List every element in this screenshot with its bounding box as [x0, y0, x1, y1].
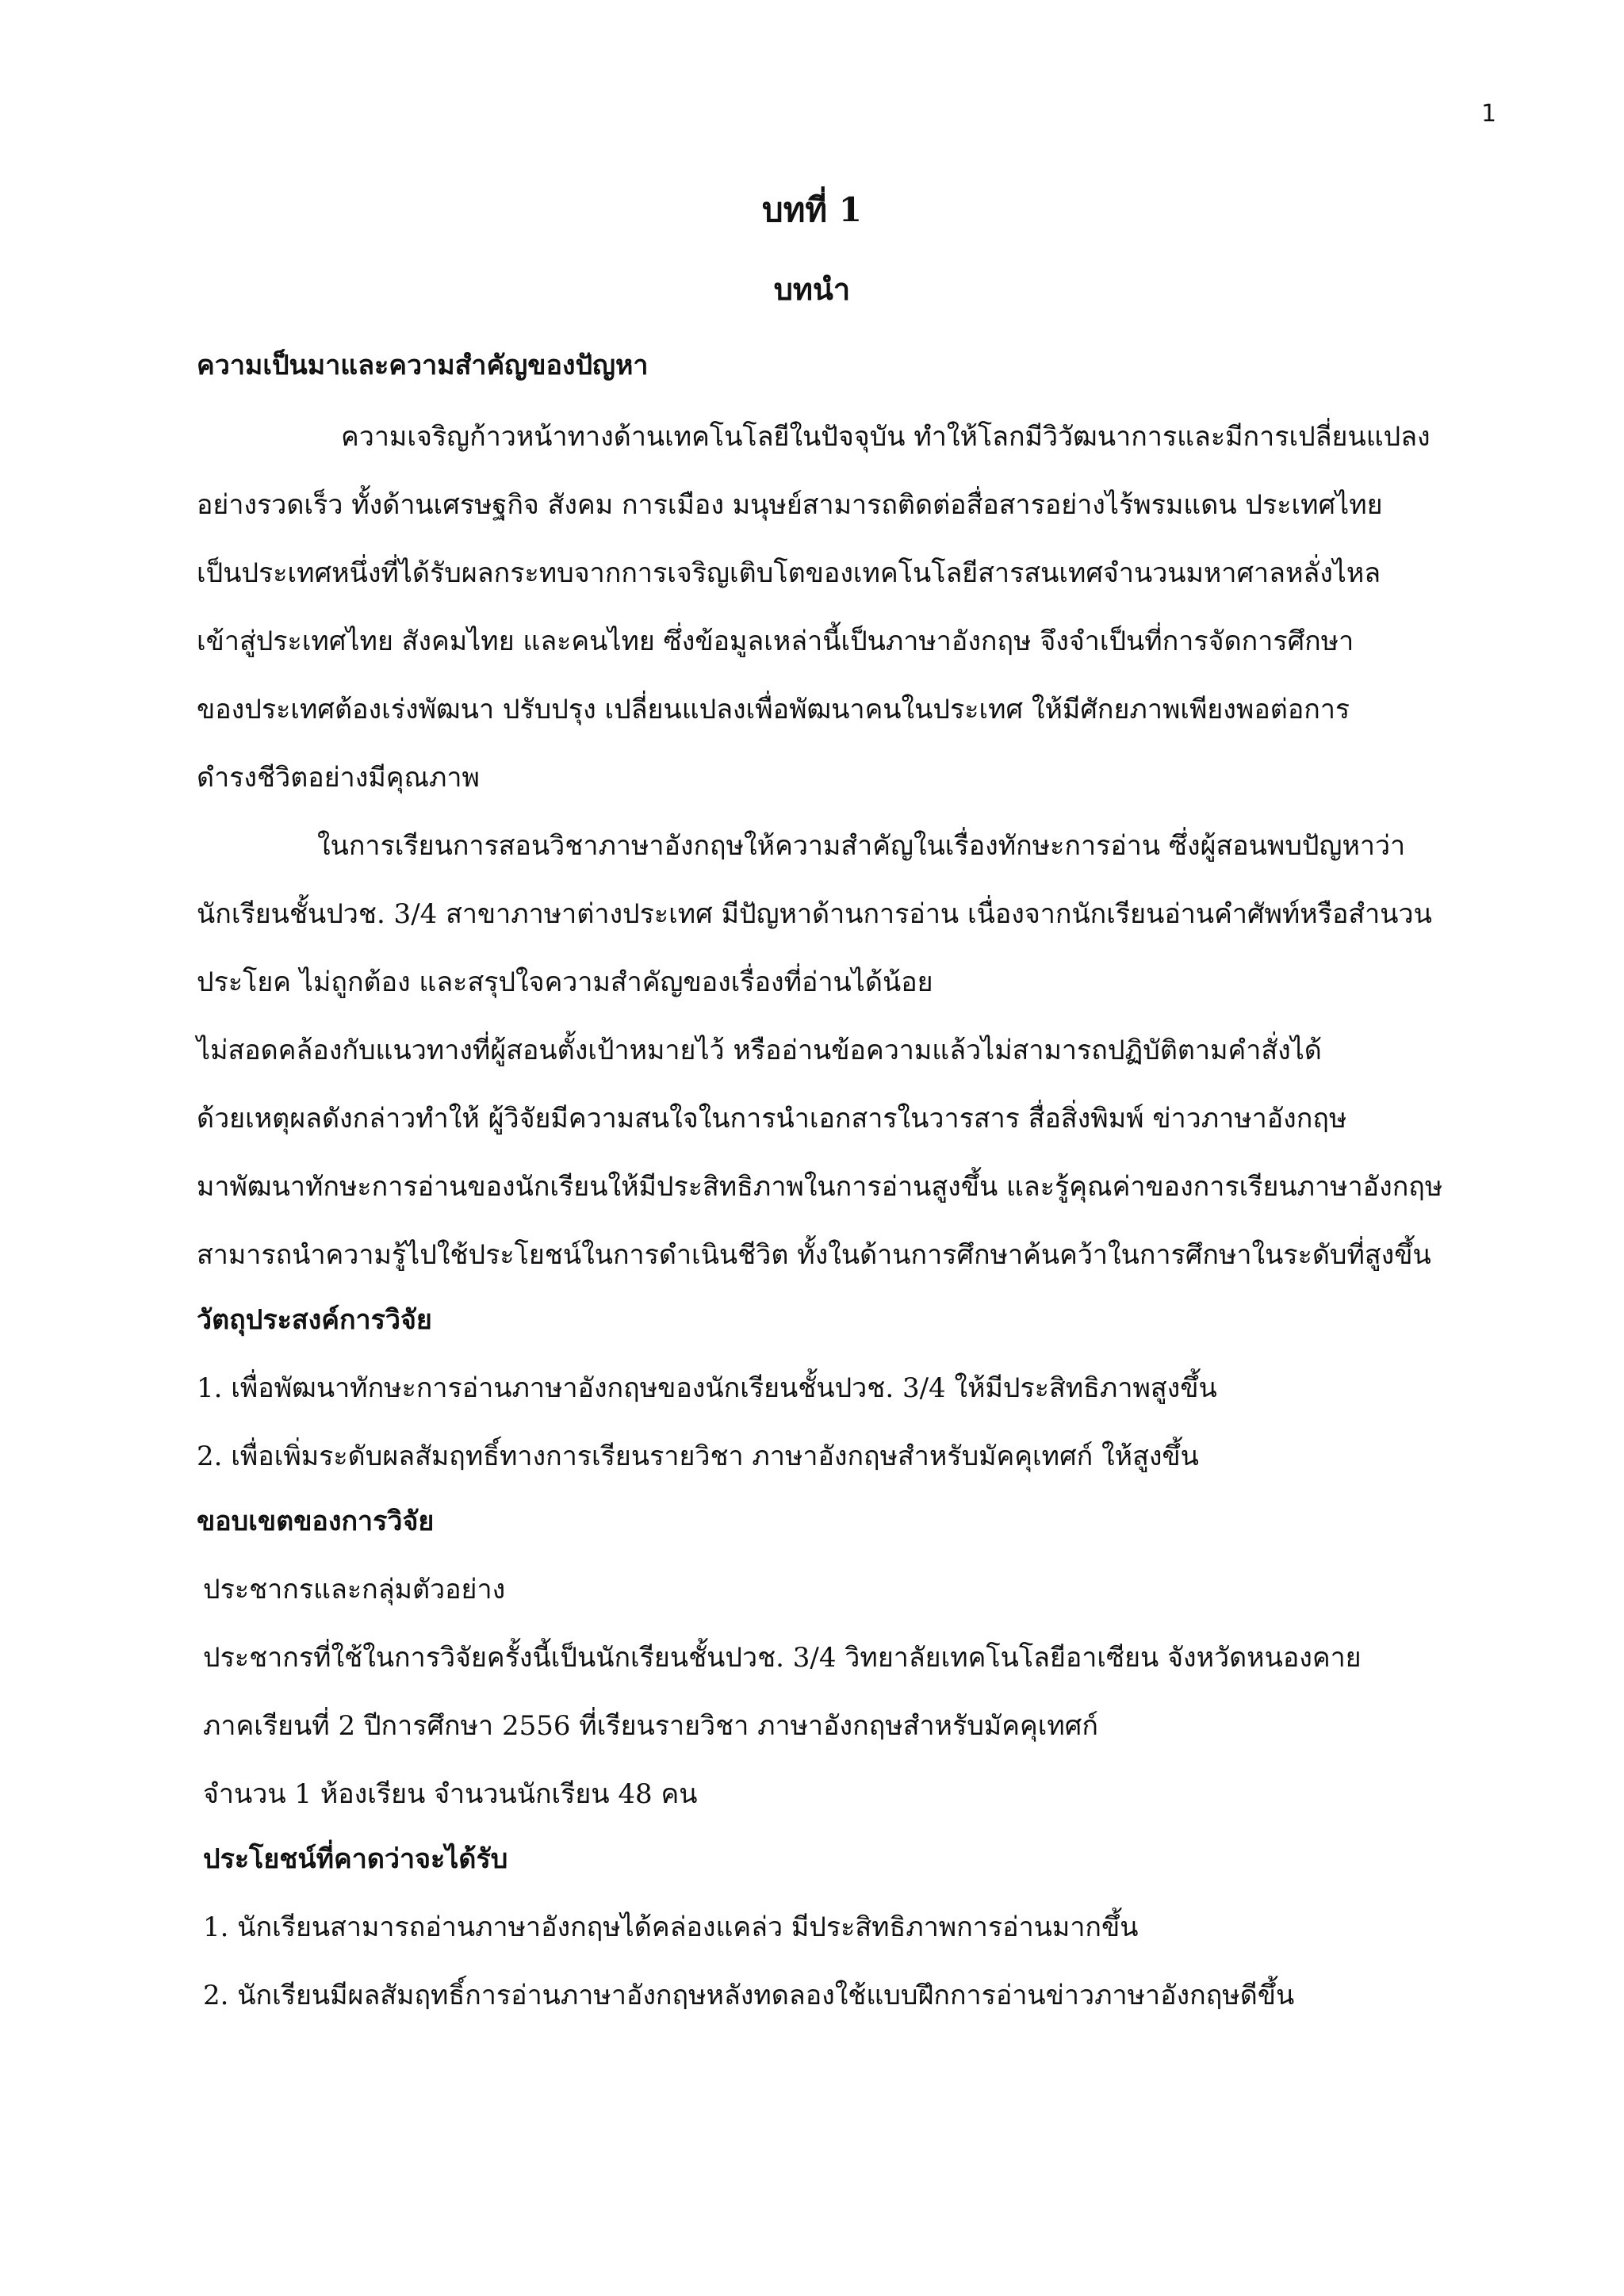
objective-item: 1. เพื่อพัฒนาทักษะการอ่านภาษาอังกฤษของนักเรียนชั้นปวช. 3/4 ให้มีประสิทธิภาพสูงขึ้น [197, 1372, 1217, 1404]
section-heading-benefits: ประโยชน์ที่คาดว่าจะได้รับ [203, 1843, 508, 1875]
paragraph-line: เป็นประเทศหนึ่งที่ได้รับผลกระทบจากการเจริญเติบโตของเทคโนโลยีสารสนเทศจำนวนมหาศาลหลั่งไหล [197, 557, 1381, 589]
page-number: 1 [1481, 100, 1497, 128]
benefit-item: 1. นักเรียนสามารถอ่านภาษาอังกฤษได้คล่องแคล่ว มีประสิทธิภาพการอ่านมากขึ้น [203, 1911, 1139, 1943]
section-heading-background: ความเป็นมาและความสำคัญของปัญหา [197, 350, 649, 381]
scope-line: จำนวน 1 ห้องเรียน จำนวนนักเรียน 48 คน [203, 1778, 698, 1810]
section-heading-objectives: วัตถุประสงค์การวิจัย [197, 1304, 432, 1336]
paragraph-line: มาพัฒนาทักษะการอ่านของนักเรียนให้มีประสิทธิภาพในการอ่านสูงขึ้น และรู้คุณค่าของการเรียนภาษาอังกฤษ [197, 1171, 1443, 1203]
paragraph-line: เข้าสู่ประเทศไทย สังคมไทย และคนไทย ซึ่งข้อมูลเหล่านี้เป็นภาษาอังกฤษ จึงจำเป็นที่การจัดการศึกษา [197, 626, 1354, 657]
paragraph-line: ความเจริญก้าวหน้าทางด้านเทคโนโลยีในปัจจุบัน ทำให้โลกมีวิวัฒนาการและมีการเปลี่ยนแปลง [341, 421, 1431, 453]
paragraph-line: ประโยค ไม่ถูกต้อง และสรุปใจความสำคัญของเรื่องที่อ่านได้น้อย [197, 966, 933, 998]
paragraph-line: ไม่สอดคล้องกับแนวทางที่ผู้สอนตั้งเป้าหมายไว้ หรืออ่านข้อความแล้วไม่สามารถปฏิบัติตามคำสั่งได้ [197, 1035, 1322, 1066]
scope-line: ประชากรที่ใช้ในการวิจัยครั้งนี้เป็นนักเรียนชั้นปวช. 3/4 วิทยาลัยเทคโนโลยีอาเซียน จังหวัดหนองคาย [203, 1642, 1362, 1674]
scope-line: ประชากรและกลุ่มตัวอย่าง [203, 1574, 506, 1605]
paragraph-line: ด้วยเหตุผลดังกล่าวทำให้ ผู้วิจัยมีความสนใจในการนำเอกสารในวารสาร สื่อสิ่งพิมพ์ ข่าวภาษาอังกฤษ [197, 1103, 1347, 1135]
benefit-item: 2. นักเรียนมีผลสัมฤทธิ์การอ่านภาษาอังกฤษหลังทดลองใช้แบบฝึกการอ่านข่าวภาษาอังกฤษดีขึ้น [203, 1980, 1295, 2011]
chapter-subtitle: บทนำ [773, 271, 851, 307]
paragraph-line: นักเรียนชั้นปวช. 3/4 สาขาภาษาต่างประเทศ มีปัญหาด้านการอ่าน เนื่องจากนักเรียนอ่านคำศัพท์หรือสำนวน [197, 898, 1432, 930]
chapter-title: บทที่ 1 [762, 190, 862, 229]
paragraph-line: อย่างรวดเร็ว ทั้งด้านเศรษฐกิจ สังคม การเมือง มนุษย์สามารถติดต่อสื่อสารอย่างไร้พรมแดน ประเทศไทย [197, 489, 1383, 521]
paragraph-line: สามารถนำความรู้ไปใช้ประโยชน์ในการดำเนินชีวิต ทั้งในด้านการศึกษาค้นคว้าในการศึกษาในระดับที่สูงขึ้น [197, 1239, 1431, 1271]
objective-item: 2. เพื่อเพิ่มระดับผลสัมฤทธิ์ทางการเรียนรายวิชา ภาษาอังกฤษสำหรับมัคคุเทศก์ ให้สูงขึ้น [197, 1441, 1199, 1472]
paragraph-line: ดำรงชีวิตอย่างมีคุณภาพ [197, 762, 480, 794]
paragraph-line: ในการเรียนการสอนวิชาภาษาอังกฤษให้ความสำคัญในเรื่องทักษะการอ่าน ซึ่งผู้สอนพบปัญหาว่า [317, 830, 1406, 862]
scope-line: ภาคเรียนที่ 2 ปีการศึกษา 2556 ที่เรียนรายวิชา ภาษาอังกฤษสำหรับมัคคุเทศก์ [203, 1710, 1098, 1742]
section-heading-scope: ขอบเขตของการวิจัย [197, 1506, 435, 1537]
paragraph-line: ของประเทศต้องเร่งพัฒนา ปรับปรุง เปลี่ยนแปลงเพื่อพัฒนาคนในประเทศ ให้มีศักยภาพเพียงพอต่อการ [197, 694, 1350, 725]
